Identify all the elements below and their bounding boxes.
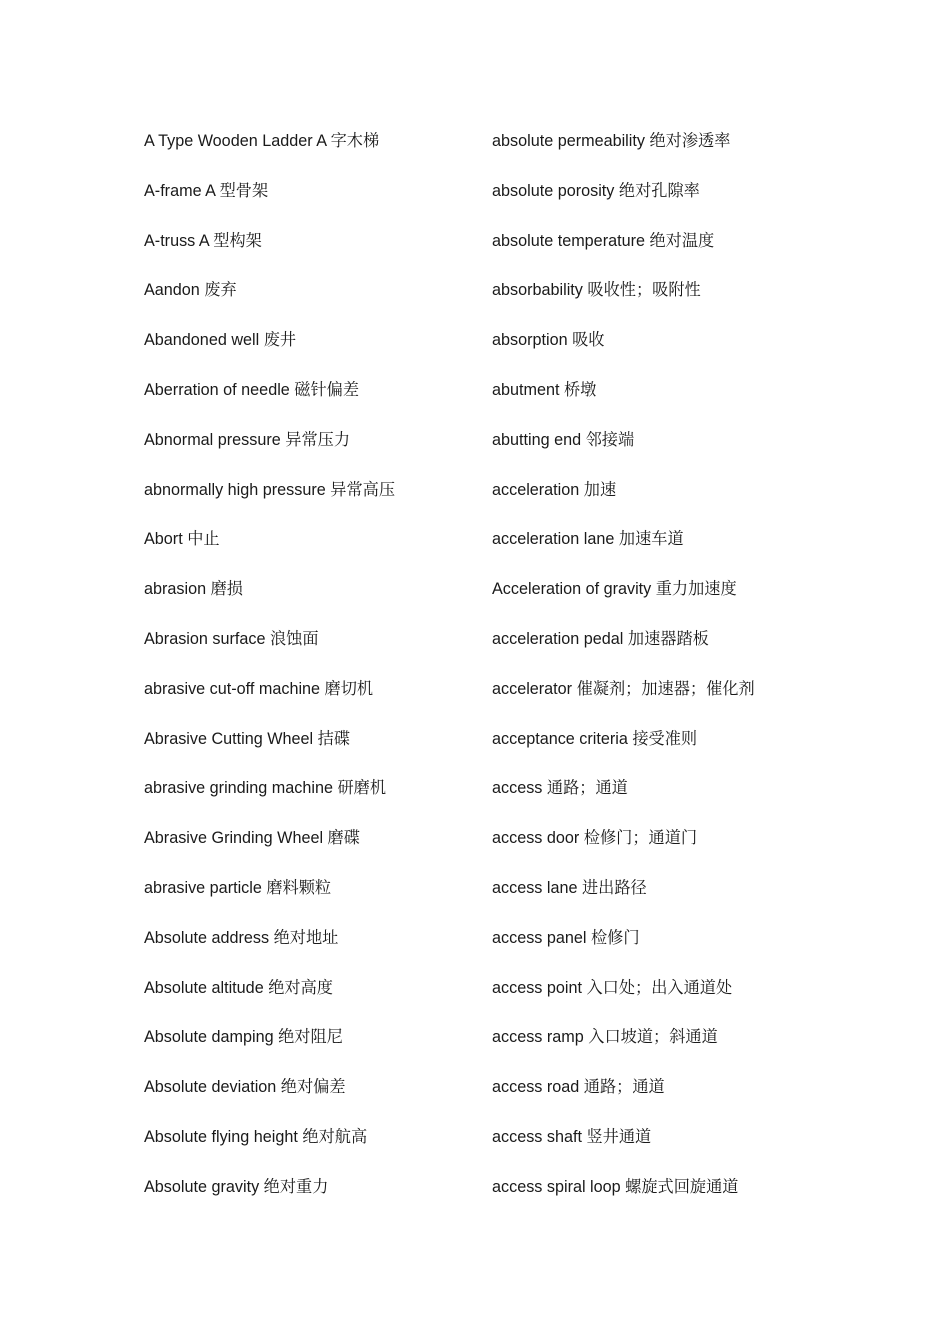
glossary-entry: absorption 吸收 (492, 331, 605, 350)
glossary-entry: Abrasion surface 浪蚀面 (144, 629, 319, 648)
glossary-entry: Absolute address 绝对地址 (144, 928, 339, 947)
glossary-entry: access lane 进出路径 (492, 878, 647, 897)
glossary-entry: acceleration 加速 (492, 480, 617, 499)
glossary-entry: acceleration lane 加速车道 (492, 530, 684, 549)
glossary-entry: acceleration pedal 加速器踏板 (492, 629, 709, 648)
glossary-entry: Absolute deviation 绝对偏差 (144, 1078, 346, 1097)
glossary-entry: A Type Wooden Ladder A 字木梯 (144, 132, 380, 150)
glossary-entry: Aberration of needle 磁针偏差 (144, 380, 360, 399)
glossary-entry: access road 通路；通道 (492, 1078, 665, 1097)
glossary-entry: abrasion 磨损 (144, 580, 243, 599)
glossary-entry: abnormally high pressure 异常高压 (144, 480, 396, 499)
glossary-entry: Absolute damping 绝对阻尼 (144, 1028, 343, 1047)
left-glossary-column (144, 128, 474, 1224)
glossary-entry: Absolute gravity 绝对重力 (144, 1177, 329, 1196)
glossary-entry: access 通路；通道 (492, 779, 628, 798)
glossary-entry: absolute porosity 绝对孔隙率 (492, 181, 700, 200)
glossary-entry: accelerator 催凝剂；加速器；催化剂 (492, 679, 755, 698)
glossary-entry: Absolute flying height 绝对航高 (144, 1127, 368, 1146)
glossary-entry: absolute permeability 绝对渗透率 (492, 132, 731, 150)
glossary-entry: A-truss A 型构架 (144, 231, 262, 250)
glossary-entry: Abrasive Cutting Wheel 拮碟 (144, 729, 351, 748)
glossary-entry: abrasive grinding machine 研磨机 (144, 779, 387, 798)
glossary-entry: absorbability 吸收性；吸附性 (492, 281, 701, 300)
glossary-entry: access ramp 入口坡道；斜通道 (492, 1028, 718, 1047)
glossary-entry: Abrasive Grinding Wheel 磨碟 (144, 829, 360, 848)
glossary-entry: Absolute altitude 绝对高度 (144, 978, 333, 997)
glossary-entry: access spiral loop 螺旋式回旋通道 (492, 1177, 739, 1196)
glossary-entry: access shaft 竖井通道 (492, 1127, 652, 1146)
glossary-entry: Acceleration of gravity 重力加速度 (492, 580, 737, 599)
glossary-entry: Abnormal pressure 异常压力 (144, 430, 351, 449)
glossary-entry: access door 检修门；通道门 (492, 829, 698, 848)
glossary-entry: A-frame A 型骨架 (144, 181, 269, 200)
glossary-entry: abrasive cut-off machine 磨切机 (144, 679, 374, 698)
glossary-entry: abutting end 邻接端 (492, 430, 635, 449)
glossary-entry: Abort 中止 (144, 530, 220, 549)
glossary-entry: access point 入口处；出入通道处 (492, 978, 733, 997)
glossary-entry: abrasive particle 磨料颗粒 (144, 878, 332, 897)
glossary-entry: abutment 桥墩 (492, 380, 597, 399)
glossary-entry: acceptance criteria 接受准则 (492, 729, 698, 748)
glossary-entry: Aandon 废弃 (144, 281, 237, 300)
glossary-entry: absolute temperature 绝对温度 (492, 231, 715, 250)
glossary-entry: access panel 检修门 (492, 928, 640, 947)
glossary-entry: Abandoned well 废井 (144, 331, 297, 350)
right-glossary-column (492, 128, 912, 1224)
